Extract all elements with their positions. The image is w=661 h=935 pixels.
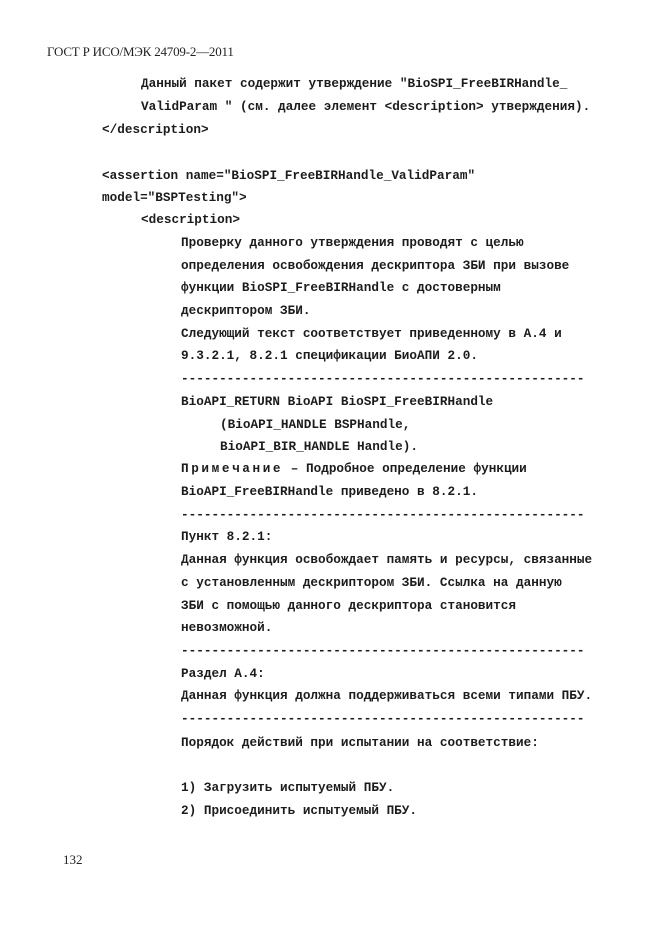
xml-assertion-tag: <assertion name="BioSPI_FreeBIRHandle_ValidParam" — [102, 168, 476, 183]
text-line: невозможной. — [181, 620, 273, 635]
text-line: Проверку данного утверждения проводят с целью — [181, 235, 524, 250]
xml-closing-tag: </description> — [102, 122, 209, 137]
text-line: Данный пакет содержит утверждение "BioSPI_FreeBIRHandle_ — [141, 76, 568, 91]
text-line: Данная функция должна поддерживаться всеми типами ПБУ. — [181, 688, 593, 703]
text-line: ЗБИ с помощью данного дескриптора становится — [181, 598, 517, 613]
note-text: – Подробное определение функции — [283, 461, 527, 476]
dashed-separator: ----------------------------------------------------- — [181, 711, 585, 726]
text-line: определения освобождения дескриптора ЗБИ при вызове — [181, 258, 570, 273]
section-heading: Пункт 8.2.1: — [181, 529, 273, 544]
text-line: 9.3.2.1, 8.2.1 спецификации БиоАПИ 2.0. — [181, 348, 478, 363]
dashed-separator: ----------------------------------------------------- — [181, 371, 585, 386]
note-line — [181, 461, 527, 477]
text-line: функции BioSPI_FreeBIRHandle с достоверным — [181, 280, 501, 295]
text-line: дескриптором ЗБИ. — [181, 303, 311, 318]
text-line: ValidParam " (см. далее элемент <description> утверждения). — [141, 99, 591, 114]
document-header: ГОСТ Р ИСО/МЭК 24709-2—2011 — [47, 44, 234, 59]
text-line: с установленным дескриптором ЗБИ. Ссылка на данную — [181, 575, 562, 590]
text-line: Следующий текст соответствует приведенному в А.4 и — [181, 326, 562, 341]
list-item: 2) Присоединить испытуемый ПБУ. — [181, 803, 418, 818]
text-line: Данная функция освобождает память и ресурсы, связанные — [181, 552, 593, 567]
list-item: 1) Загрузить испытуемый ПБУ. — [181, 780, 395, 795]
text-line: BioAPI_FreeBIRHandle приведено в 8.2.1. — [181, 484, 478, 499]
section-heading: Раздел А.4: — [181, 666, 265, 681]
text-line: Порядок действий при испытании на соответствие: — [181, 735, 539, 750]
code-line: BioAPI_BIR_HANDLE Handle). — [220, 439, 418, 454]
dashed-separator: ----------------------------------------------------- — [181, 507, 585, 522]
code-line: BioAPI_RETURN BioAPI BioSPI_FreeBIRHandle — [181, 394, 494, 409]
xml-assertion-tag-cont: model="BSPTesting"> — [102, 190, 247, 205]
dashed-separator: ----------------------------------------------------- — [181, 643, 585, 658]
page-number: 132 — [63, 852, 83, 867]
xml-description-tag: <description> — [141, 212, 240, 227]
note-label: Примечание — [181, 461, 284, 476]
code-line: (BioAPI_HANDLE BSPHandle, — [220, 417, 411, 432]
